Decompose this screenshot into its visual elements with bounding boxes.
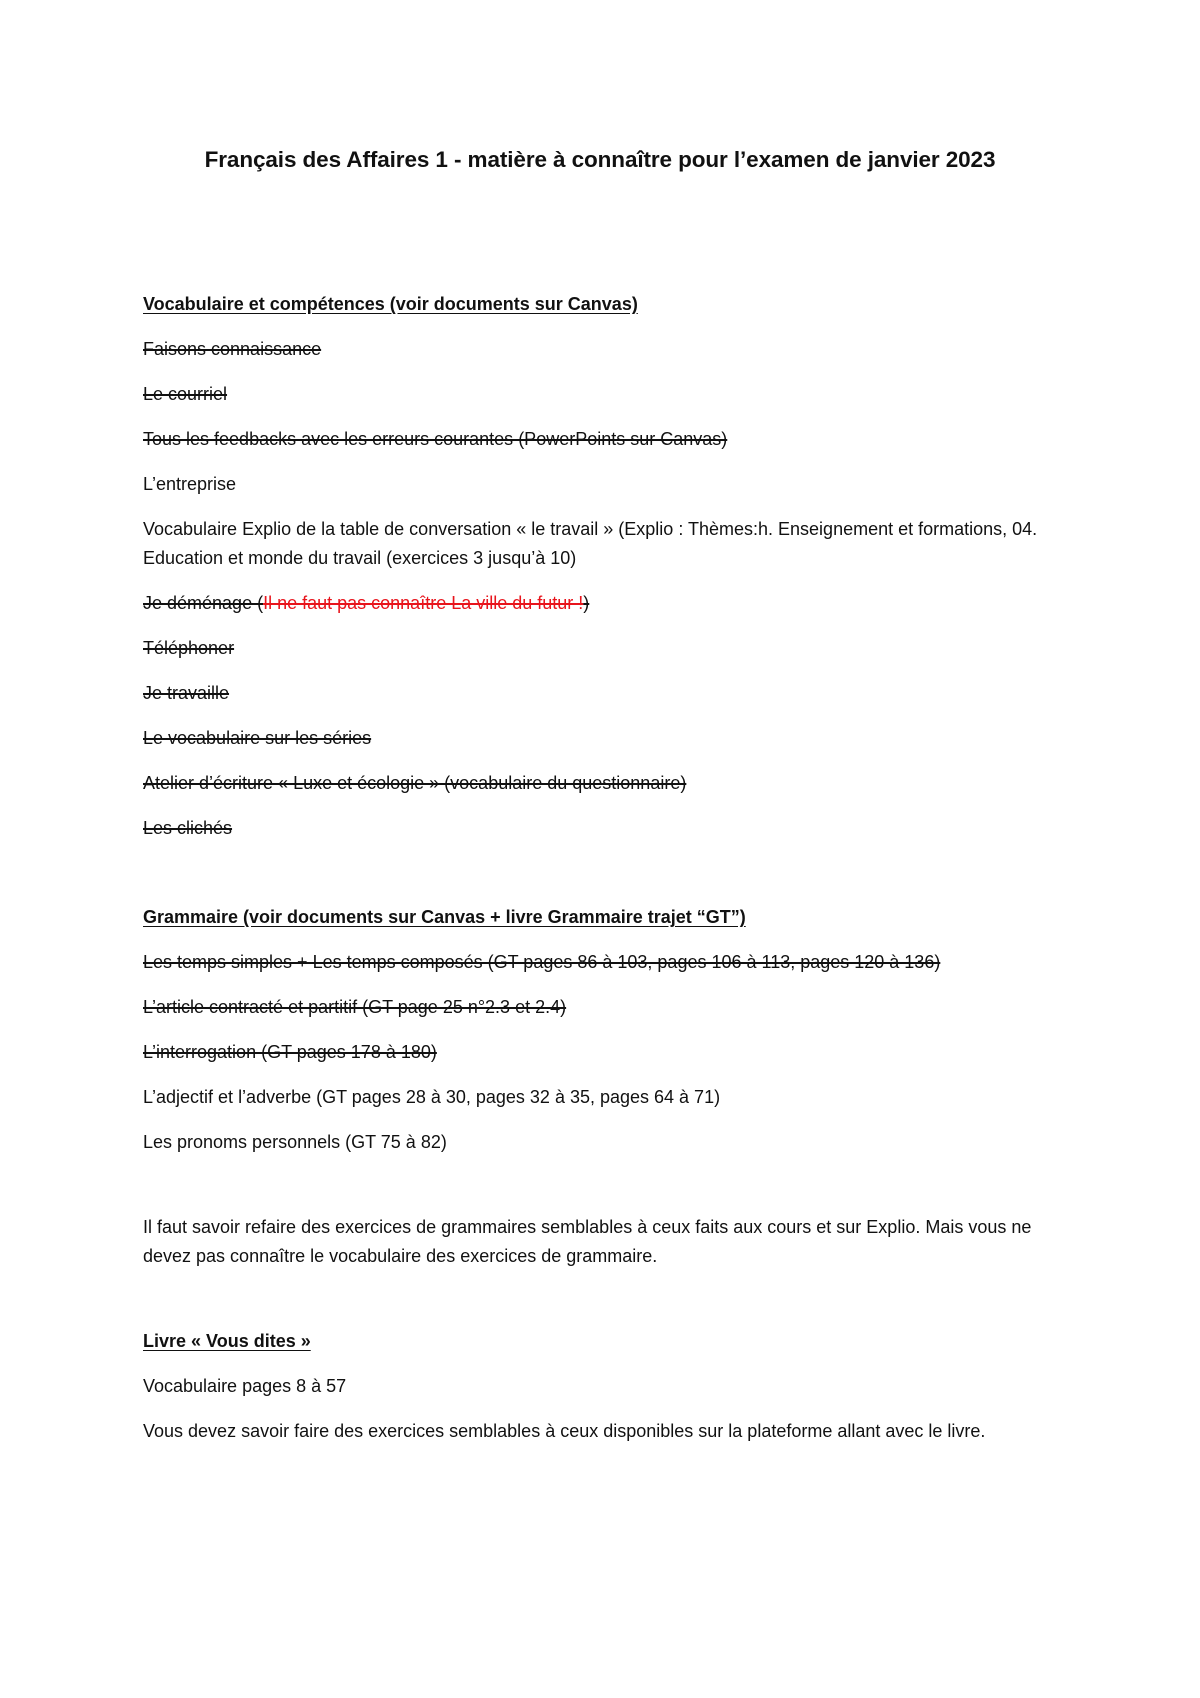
document-body [143,290,1063,1462]
grammar-note: Il faut savoir refaire des exercices de grammaires semblables à ceux faits aux cours et sur Explio. Mais vous ne devez pas connaître le vocabulaire des exercices de grammaire. [143,1217,1032,1266]
list-item: L’interrogation (GT pages 178 à 180) [143,1042,437,1062]
list-item: Les clichés [143,818,233,838]
list-item: Vocabulaire pages 8 à 57 [143,1376,347,1396]
list-item: Les pronoms personnels (GT 75 à 82) [143,1132,447,1152]
list-item: Je travaille [143,683,230,703]
list-item: Vous devez savoir faire des exercices semblables à ceux disponibles sur la plateforme allant avec le livre. [143,1421,986,1441]
list-item: Téléphoner [143,638,235,658]
list-item: Tous les feedbacks avec les erreurs courantes (PowerPoints sur Canvas) [143,429,728,449]
list-item: L’article contracté et partitif (GT page 25 n°2.3 et 2.4) [143,997,567,1017]
document-title: Français des Affaires 1 - matière à connaître pour l’examen de janvier 2023 [204,147,996,172]
section-heading-grammar: Grammaire (voir documents sur Canvas + livre Grammaire trajet “GT”) [143,907,746,927]
red-note: Il ne faut pas connaître La ville du futur ! [263,593,584,613]
list-item: Le courriel [143,384,228,404]
list-item: Vocabulaire Explio de la table de conversation « le travail » (Explio : Thèmes:h. Enseignement et formations, 04. Education et monde du travail (exercices 3 jusqu’à 10) [143,519,1038,568]
demenage-close: ) [583,593,590,613]
spacer [143,1287,1063,1327]
demenage-label: Je déménage ( [143,593,264,613]
section-heading-book: Livre « Vous dites » [143,1331,311,1351]
list-item: Les temps simples + Les temps composés (GT pages 86 à 103, pages 106 à 113, pages 120 à 136) [143,952,941,972]
spacer [143,859,1063,903]
list-item: Atelier d’écriture « Luxe et écologie » (vocabulaire du questionnaire) [143,773,687,793]
spacer [143,1173,1063,1213]
list-item: L’entreprise [143,474,237,494]
list-item: L’adjectif et l’adverbe (GT pages 28 à 30, pages 32 à 35, pages 64 à 71) [143,1087,721,1107]
section-heading-vocabulary: Vocabulaire et compétences (voir documents sur Canvas) [143,294,638,314]
list-item-demenage [143,589,1063,618]
list-item: Faisons connaissance [143,339,322,359]
list-item: Le vocabulaire sur les séries [143,728,372,748]
